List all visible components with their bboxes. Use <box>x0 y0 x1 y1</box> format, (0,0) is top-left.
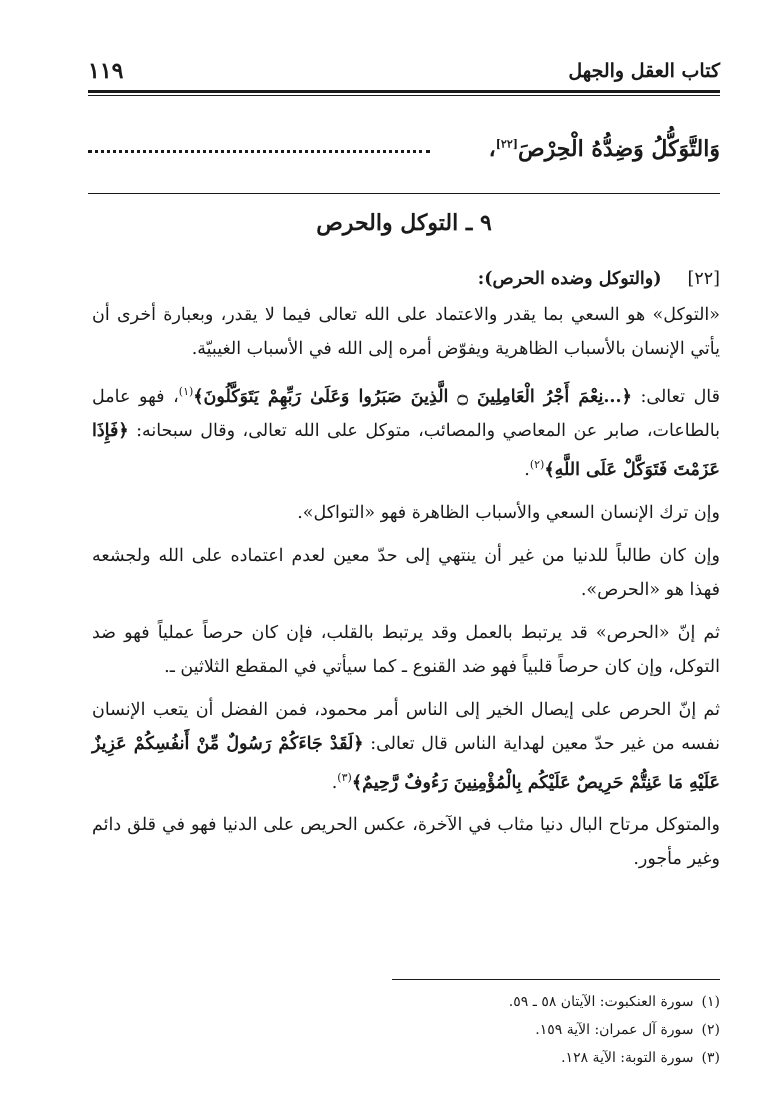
paragraph-definition: «التوكل» هو السعي بما يقدر والاعتماد على الله تعالى فيما لا يقدر، وبعبارة أخرى أن يأتي الإنسان بالأسباب الظاهرية ويفوّض أمره إلى الله في الأسباب الغيبيّة. <box>92 305 720 359</box>
note-heading <box>92 262 720 298</box>
dotted-leader <box>88 150 430 153</box>
paragraph-tawakul: وإن ترك الإنسان السعي والأسباب الظاهرة فهو «التواكل». <box>297 502 720 523</box>
hadith-line <box>88 136 720 172</box>
quran-verse-tawbah: ﴿لَقَدْ جَاءَكُمْ رَسُولٌ مِّنْ أَنفُسِكُمْ عَزِيزٌ عَلَيْهِ مَا عَنِتُّمْ حَرِيصٌ عَلَيْكُم بِالْمُؤْمِنِينَ رَءُوفٌ رَّحِيمٌ﴾ <box>92 733 720 793</box>
footnote-number: (٢) <box>701 1022 720 1038</box>
page-header <box>88 58 720 88</box>
note-ref: [٢٢] <box>687 269 720 289</box>
footnotes <box>92 988 720 1072</box>
quran-verse-al-imran: ﴿فَإِذَا عَزَمْتَ فَتَوَكَّلْ عَلَى اللَّهِ﴾ <box>92 420 720 480</box>
hirs-good-end: . <box>331 772 338 793</box>
section-title: ٩ ـ التوكل والحرص <box>316 210 492 236</box>
commentary-body <box>92 262 720 885</box>
footnote-text: سورة آل عمران: الآية ١٥٩. <box>535 1022 694 1038</box>
verse-end: . <box>524 459 530 480</box>
paragraph-hirs: وإن كان طالباً للدنيا من غير أن ينتهي إلى حدّ معين لعدم اعتماده على الله ولجشعه فهذا هو «الحرص». <box>92 545 720 600</box>
quran-verse-ankabut: ﴿...نِعْمَ أَجْرُ الْعَامِلِينَ ۝ الَّذِينَ صَبَرُوا وَعَلَىٰ رَبِّهِمْ يَتَوَكَّلُونَ﴾ <box>193 386 632 407</box>
verse-commentary: ، فهو عامل بالطاعات، صابر عن المعاصي والمصائب، متوكل على الله تعالى، وقال سبحانه: <box>92 386 720 441</box>
footnote-number: (١) <box>701 994 720 1010</box>
footnote-text: سورة العنكبوت: الآيتان ٥٨ ـ ٥٩. <box>508 994 694 1010</box>
footnote <box>92 988 720 1016</box>
footnote-number: (٣) <box>701 1050 720 1066</box>
footnote-text: سورة التوبة: الآية ١٢٨. <box>561 1050 694 1066</box>
paragraph-hirs-types: ثم إنّ «الحرص» قد يرتبط بالعمل وقد يرتبط بالقلب، فإن كان حرصاً عملياً فهو ضد التوكل، وإن كان حرصاً قلبياً فهو ضد القنوع ـ كما سيأتي في المقطع الثلاثين ـ. <box>92 622 720 677</box>
paragraph-conclusion: والمتوكل مرتاح البال دنيا مثاب في الآخرة، عكس الحريص على الدنيا فهو في قلق دائم وغير مأجور. <box>92 815 720 870</box>
note-heading-text: (والتوكل وضده الحرص): <box>477 269 662 289</box>
footnote <box>92 1044 720 1072</box>
hirs-good-intro: ثم إنّ الحرص على إيصال الخير إلى الناس أمر محمود، فمن الفضل أن يتعب الإنسان نفسه من غير حدّ معين لهداية الناس قال تعالى: <box>92 699 720 754</box>
paragraph-hirs-good <box>92 693 720 800</box>
footnote-marker-1: (١) <box>178 385 194 398</box>
header-rule <box>88 90 720 96</box>
footnote-marker-2: (٢) <box>529 457 545 471</box>
hadith-comma: ، <box>488 136 496 162</box>
paragraph-verses <box>92 375 720 487</box>
footnote <box>92 1016 720 1044</box>
page-number: ١١٩ <box>88 58 124 84</box>
footnote-rule <box>392 979 720 980</box>
hadith-note-ref: [٢٢] <box>495 137 518 151</box>
running-title: كتاب العقل والجهل <box>568 60 720 82</box>
section-rule <box>88 193 720 194</box>
hadith-phrase: وَالتَّوَكُّلُ وَضِدُّهُ الْحِرْصَ <box>517 136 720 162</box>
verse-intro: قال تعالى: <box>631 386 720 407</box>
hadith-text <box>489 136 720 162</box>
footnote-marker-3: (٣) <box>337 770 352 784</box>
